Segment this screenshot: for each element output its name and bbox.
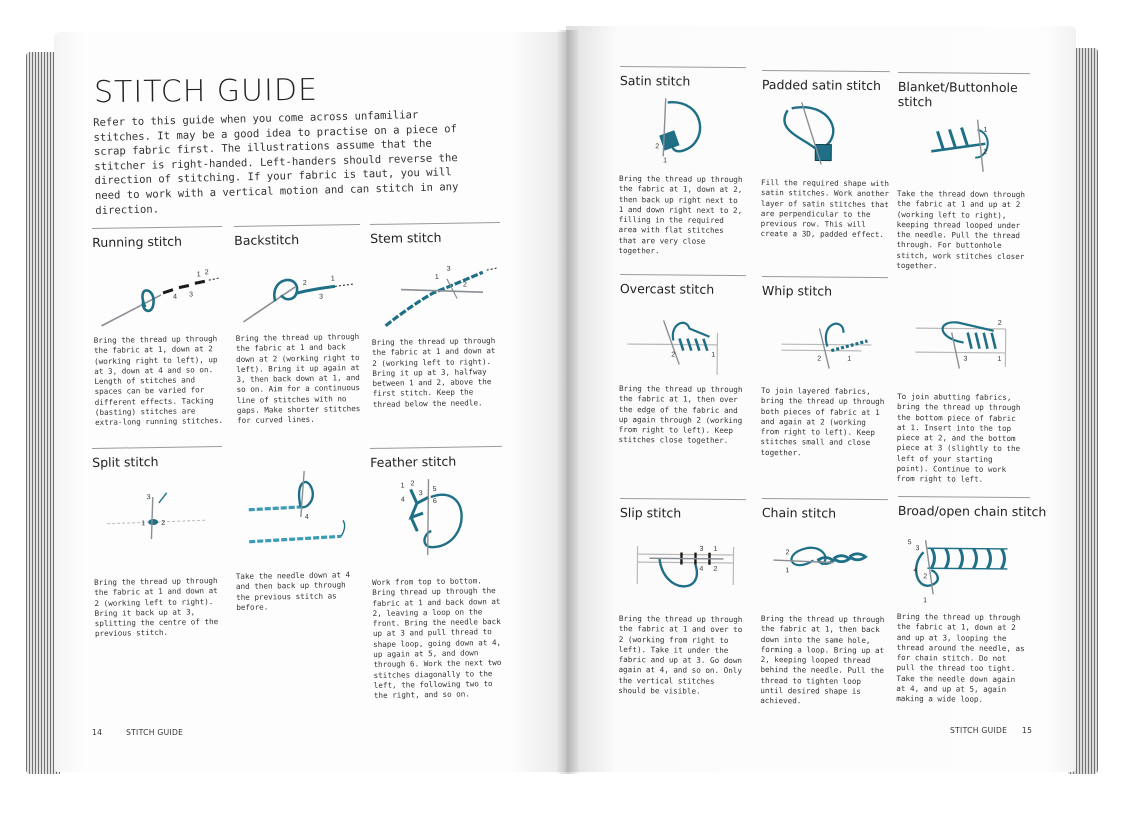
label-2: 2 — [997, 319, 1002, 327]
stitch-split — [92, 446, 225, 640]
running-head-right: STITCH GUIDE — [950, 726, 1008, 735]
stitch-heading: Chain stitch — [761, 504, 837, 521]
label-2: 2 — [410, 480, 415, 488]
label-1: 1 — [847, 355, 852, 363]
chain-stitch-illustration — [761, 524, 888, 611]
label-2: 2 — [671, 351, 676, 359]
stitch-blanket-buttonhole — [896, 72, 1030, 273]
stitch-heading: Split stitch — [92, 453, 159, 470]
stitch-description: Bring the thread up through the fabric at 1 and back down at 2 (working right to left). Bring it up again at 3, then back down at 1, and so on. Aim for a continuous line of stitches with no gaps. Make shorter stitches for curved lines. — [235, 332, 361, 426]
label-3: 3 — [699, 545, 704, 553]
stitch-whip — [760, 276, 888, 459]
stitch-heading: Padded satin stitch — [761, 76, 882, 94]
stitch-description: Bring the thread up through the fabric at 1 and over to 2 (working from right to left). Take it under the fabric and up at 3. Go down again at 4, and so on. Only the vertical stitches should be visible. — [618, 613, 743, 696]
stitch-heading: Backstitch — [234, 231, 300, 248]
label-2: 2 — [785, 549, 790, 557]
label-1: 1 — [713, 545, 718, 553]
stitch-slip — [618, 498, 746, 697]
stitch-description: Fill the required shape with satin stitches. Work another layer of satin stitches that are perpendicular to the previous row. This will create a 3D, padded effect. — [760, 177, 890, 240]
stitch-description: Bring the thread up through the fabric at 1, then over the edge of the fabric and up again through 2 (working from right to left). Keep stitches close together. — [618, 383, 743, 446]
label-4: 4 — [400, 496, 405, 504]
label-1: 1 — [400, 482, 405, 490]
label-2: 2 — [655, 143, 660, 151]
backstitch-illustration — [234, 250, 361, 330]
stitch-overcast — [619, 274, 746, 447]
label-1: 1 — [196, 271, 201, 279]
overcast-stitch-illustration — [619, 300, 746, 381]
label-2: 2 — [204, 269, 209, 277]
book-spine-shadow — [556, 30, 580, 774]
stitch-chain — [760, 498, 888, 708]
stitch-padded-satin — [761, 70, 890, 241]
label-2: 2 — [817, 355, 822, 363]
label-1: 1 — [434, 273, 439, 281]
stitch-heading: Stem stitch — [370, 229, 442, 246]
slip-stitch-illustration — [619, 524, 746, 611]
label-6: 6 — [432, 497, 437, 506]
stitch-description: Bring the thread up through the fabric at 1 and down at 2 (working left to right). Bring it back up at 3, splitting the centre of the previous stitch. — [94, 576, 219, 639]
label-3: 3 — [963, 355, 968, 363]
label-2: 2 — [462, 281, 467, 289]
page-title: STITCH GUIDE — [93, 72, 319, 111]
stitch-description: Bring the thread up through the fabric at 1, down at 2 (working right to left), up at 3, down at 4 and so on. Length of stitches and spaces can be varied for different effects. Tacking (basting) stitches are extra-long running stitches. — [93, 334, 224, 428]
label-2: 2 — [302, 279, 307, 287]
label-3: 3 — [446, 265, 451, 273]
stitch-stem — [370, 222, 503, 410]
stitch-description: Take the needle down at 4 and then back up through the previous stitch as before. — [235, 570, 351, 612]
stitch-heading: Slip stitch — [619, 504, 682, 521]
stitch-description: Bring the thread up through the fabric at 1, then back down into the same hole, forming a loop. Bring up at 2, keeping looped thread behind the needle. Pull the thread to tighten loop until desired shape is achieved. — [760, 613, 885, 706]
label-4: 4 — [699, 565, 704, 573]
label-4: 4 — [173, 293, 178, 301]
label-3: 3 — [915, 545, 920, 553]
stitch-heading: Broad/open chain stitch — [897, 502, 1047, 520]
label-1: 1 — [663, 157, 668, 165]
right-page — [566, 26, 1076, 772]
stitch-feather — [370, 446, 506, 702]
label-2: 2 — [983, 148, 988, 156]
label-3: 3 — [146, 494, 151, 502]
label-1: 1 — [711, 351, 716, 359]
stitch-description: Take the thread down through the fabric at 1 and up at 2 (working left to right), keeping thread looped under the needle. Pull the thread through. For buttonhole stitch, work stitches closer together. — [896, 188, 1025, 271]
stitch-heading: Overcast stitch — [619, 280, 715, 297]
stitch-description: To join abutting fabrics, bring the thread up through the bottom piece of fabric at 1. Insert into the top piece at 2, and the bottom piece at 3 (slightly to the left of your starting point). Continue to work from right to left. — [896, 391, 1021, 485]
label-1: 1 — [983, 126, 988, 134]
stitch-split-step-2 — [234, 460, 362, 613]
stitch-heading: Running stitch — [92, 233, 183, 250]
left-page — [54, 32, 572, 772]
label-2: 2 — [713, 565, 718, 573]
label-5: 5 — [907, 539, 912, 547]
stitch-broad-open-chain — [896, 496, 1047, 706]
stitch-description: To join layered fabrics, bring the thread up through both pieces of fabric at 1 and again at 2 (working from right to left). Keep stitches small and close together. — [760, 385, 885, 458]
label-3: 3 — [319, 293, 324, 301]
blanket-stitch-illustration — [897, 113, 1030, 186]
label-3: 3 — [189, 291, 194, 299]
stitch-whip-step-2 — [896, 296, 1026, 486]
broad-chain-stitch-illustration — [897, 522, 1030, 609]
split-stitch-step-2-illustration — [234, 460, 362, 568]
whip-stitch-step-2-illustration — [897, 308, 1026, 389]
label-1: 1 — [141, 520, 146, 528]
stitch-heading: Satin stitch — [619, 72, 691, 89]
label-1: 1 — [997, 355, 1002, 363]
stitch-heading: Blanket/Buttonhole stitch — [897, 78, 1018, 110]
label-4: 4 — [304, 513, 309, 521]
running-stitch-illustration — [92, 252, 223, 332]
stitch-description: Bring the thread up through the fabric at 1, down at 2, then back up right next to 1 and down right next to 2, filling in the required area with flat stitches that are very close together. — [618, 173, 743, 256]
page-number-left: 14 — [92, 728, 103, 737]
satin-stitch-illustration — [619, 92, 746, 171]
whip-stitch-illustration — [761, 302, 888, 383]
label-5: 5 — [432, 485, 437, 494]
stitch-description: Work from top to bottom. Bring thread up through the fabric at 1 and back down at 2, leaving a loop on the front. Bring the needle back up at 3 and pull thread to shape loop, going down at 4, up again at 5, and down through 6. Work the next two stitches diagonally to the left, the following two to the right, and so on. — [372, 576, 502, 701]
stem-stitch-illustration — [370, 248, 501, 334]
stitch-satin — [618, 66, 746, 257]
label-3: 3 — [418, 490, 423, 498]
intro-paragraph: Refer to this guide when you come across unfamiliar stitches. It may be a good idea to practise on a piece of scrap fabric first. The illustrations assume that the stitcher is right-handed. Left-handers should reverse the direction of stitching. If your fabric is taut, you will need to work with a vertical motion and can stitch in any direction. — [93, 109, 459, 217]
stitch-backstitch — [234, 224, 363, 427]
stitch-running — [92, 226, 225, 429]
feather-stitch-illustration — [370, 472, 504, 574]
label-1: 1 — [785, 567, 790, 575]
label-1: 1 — [923, 597, 928, 605]
label-2: 2 — [161, 519, 166, 527]
running-head-left: STITCH GUIDE — [126, 728, 184, 737]
split-stitch-illustration — [92, 472, 224, 574]
stitch-heading: Feather stitch — [370, 453, 457, 470]
stitch-description: Bring the thread up through the fabric at 1, down at 2 and up at 3, looping the thread around the needle, as for chain stitch. Do not pull the thread too tight. Take the needle down again at 4, and up at 5, again making a wide loop. — [896, 611, 1025, 705]
page-number-right: 15 — [1022, 726, 1033, 735]
label-2: 2 — [923, 573, 928, 581]
stitch-heading: Whip stitch — [761, 282, 833, 299]
padded-satin-stitch-illustration — [761, 96, 890, 175]
label-4: 4 — [913, 567, 918, 575]
stitch-description: Bring the thread up through the fabric at 1 and down at 2 (working left to right). Bring it up at 3, halfway between 1 and 2, above the first stitch. Keep the thread below the needle. — [371, 336, 496, 409]
label-1: 1 — [330, 275, 335, 283]
